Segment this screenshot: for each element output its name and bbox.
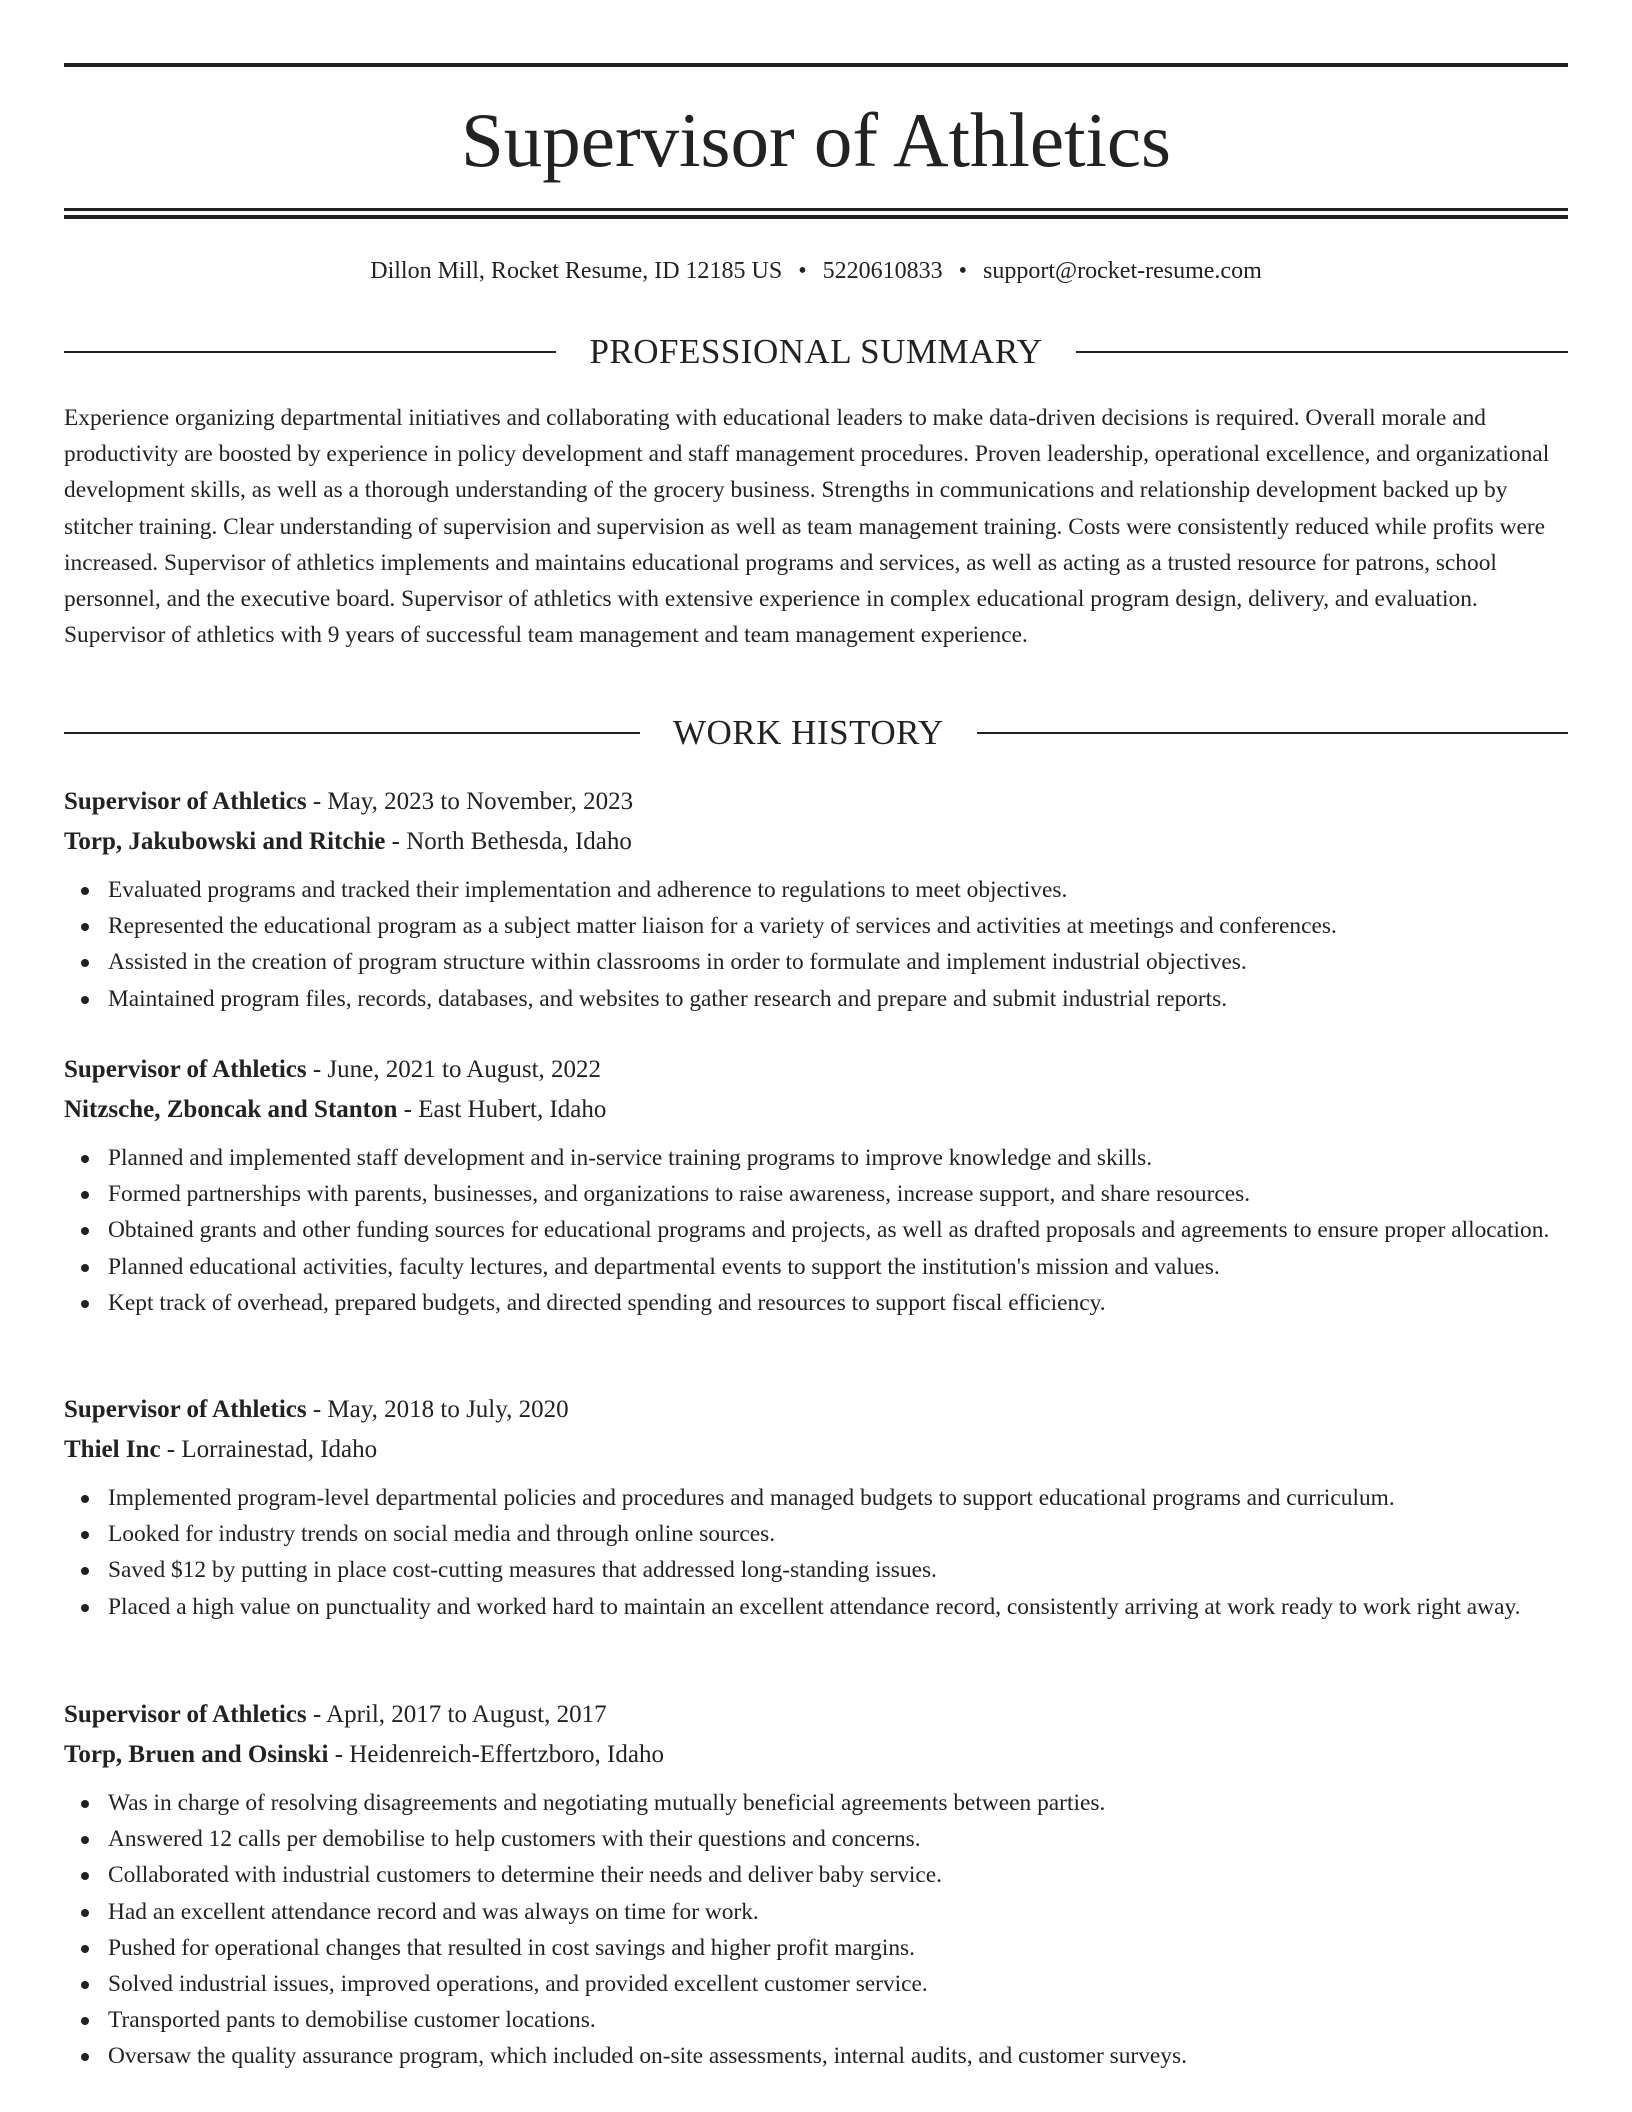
job-title: Supervisor of Athletics [64,1701,307,1728]
job-bullet: Obtained grants and other funding sources for educational programs and projects, as well as drafted proposals and agreements to ensure proper allocation. [108,1212,1568,1248]
job-bullet: Transported pants to demobilise customer locations. [108,2002,1568,2038]
job-dates: - April, 2017 to August, 2017 [306,1701,607,1728]
job-title-line [64,1390,1568,1430]
job-bullet: Answered 12 calls per demobilise to help customers with their questions and concerns. [108,1821,1568,1857]
job-bullet: Had an excellent attendance record and was always on time for work. [108,1894,1568,1930]
heading-rule-left [64,732,640,734]
job-entry [64,1050,1568,1321]
job-dates: - June, 2021 to August, 2022 [306,1056,602,1083]
job-bullet: Planned educational activities, faculty lectures, and departmental events to support the institution's mission and values. [108,1249,1568,1285]
job-location: - Lorrainestad, Idaho [160,1436,378,1463]
heading-rule-left [64,351,556,353]
job-bullet: Looked for industry trends on social media and through online sources. [108,1516,1568,1552]
contact-address: Dillon Mill, Rocket Resume, ID 12185 US [370,258,783,284]
job-bullet-list [64,1140,1568,1321]
contact-phone: 5220610833 [822,258,943,284]
job-entry [64,1390,1568,1625]
summary-heading-label: PROFESSIONAL SUMMARY [589,332,1043,371]
job-bullet: Placed a high value on punctuality and worked hard to maintain an excellent attendance record, consistently arriving at work ready to work right away. [108,1589,1568,1625]
job-bullet: Collaborated with industrial customers to determine their needs and deliver baby service. [108,1857,1568,1893]
job-title: Supervisor of Athletics [64,788,307,815]
job-dates: - May, 2018 to July, 2020 [306,1396,569,1423]
work-history-heading-label: WORK HISTORY [673,713,944,752]
job-bullet: Represented the educational program as a subject matter liaison for a variety of services and activities at meetings and conferences. [108,908,1568,944]
job-bullet: Implemented program-level departmental policies and procedures and managed budgets to support educational programs and curriculum. [108,1480,1568,1516]
job-title-line [64,1050,1568,1090]
job-bullet: Saved $12 by putting in place cost-cutting measures that addressed long-standing issues. [108,1552,1568,1588]
job-company: Nitzsche, Zboncak and Stanton [64,1096,398,1123]
heading-rule-right [1076,351,1568,353]
job-company-line [64,1090,1568,1130]
job-company-line [64,822,1568,862]
summary-heading [64,330,1568,374]
job-title-line [64,1695,1568,1735]
job-bullet-list [64,1785,1568,2075]
contact-separator: • [798,258,807,284]
job-company: Torp, Bruen and Osinski [64,1741,329,1768]
job-bullet: Planned and implemented staff development and in-service training programs to improve knowledge and skills. [108,1140,1568,1176]
contact-separator: • [958,258,968,284]
job-title-line [64,782,1568,822]
job-bullet: Assisted in the creation of program structure within classrooms in order to formulate and implement industrial objectives. [108,944,1568,980]
job-company-line [64,1430,1568,1470]
job-bullet: Kept track of overhead, prepared budgets, and directed spending and resources to support fiscal efficiency. [108,1285,1568,1321]
job-entry [64,1695,1568,2075]
job-location: - North Bethesda, Idaho [385,828,632,855]
job-bullet-list [64,1480,1568,1625]
job-title: Supervisor of Athletics [64,1056,307,1083]
job-company-line [64,1735,1568,1775]
top-rule [64,63,1568,67]
contact-line [64,254,1568,288]
job-bullet: Solved industrial issues, improved operations, and provided excellent customer service. [108,1966,1568,2002]
job-bullet: Formed partnerships with parents, businesses, and organizations to raise awareness, increase support, and share resources. [108,1176,1568,1212]
heading-rule-right [977,732,1568,734]
job-title: Supervisor of Athletics [64,1396,307,1423]
job-bullet: Pushed for operational changes that resulted in cost savings and higher profit margins. [108,1930,1568,1966]
job-dates: - May, 2023 to November, 2023 [306,788,634,815]
job-bullet-list [64,872,1568,1017]
job-bullet: Oversaw the quality assurance program, which included on-site assessments, internal audits, and customer surveys. [108,2038,1568,2074]
job-location: - East Hubert, Idaho [397,1096,607,1123]
job-location: - Heidenreich-Effertzboro, Idaho [328,1741,664,1768]
summary-text: Experience organizing departmental initiatives and collaborating with educational leaders to make data-driven decisions is required. Overall morale and productivity are boosted by experience in policy development and staff management procedures. Proven leadership, operational excellence, and organizational development skills, as well as a thorough understanding of the grocery business. Strengths in communications and relationship development backed up by stitcher training. Clear understanding of supervision and supervision as well as team management training. Costs were consistently reduced while profits were increased. Supervisor of athletics implements and maintains educational programs and services, as well as acting as a trusted resource for patrons, school personnel, and the executive board. Supervisor of athletics with extensive experience in complex educational program design, delivery, and evaluation. Supervisor of athletics with 9 years of successful team management and team management experience. [64,405,1550,649]
contact-email: support@rocket-resume.com [983,258,1262,284]
job-bullet: Evaluated programs and tracked their implementation and adherence to regulations to meet objectives. [108,872,1568,908]
job-bullet: Maintained program files, records, databases, and websites to gather research and prepare and submit industrial reports. [108,981,1568,1017]
job-entry [64,782,1568,1017]
job-bullet: Was in charge of resolving disagreements and negotiating mutually beneficial agreements between parties. [108,1785,1568,1821]
title-double-rule [64,208,1568,219]
work-history-heading [64,711,1568,755]
job-company: Torp, Jakubowski and Ritchie [64,828,386,855]
resume-title: Supervisor of Athletics [460,97,1172,183]
job-company: Thiel Inc [64,1436,161,1463]
